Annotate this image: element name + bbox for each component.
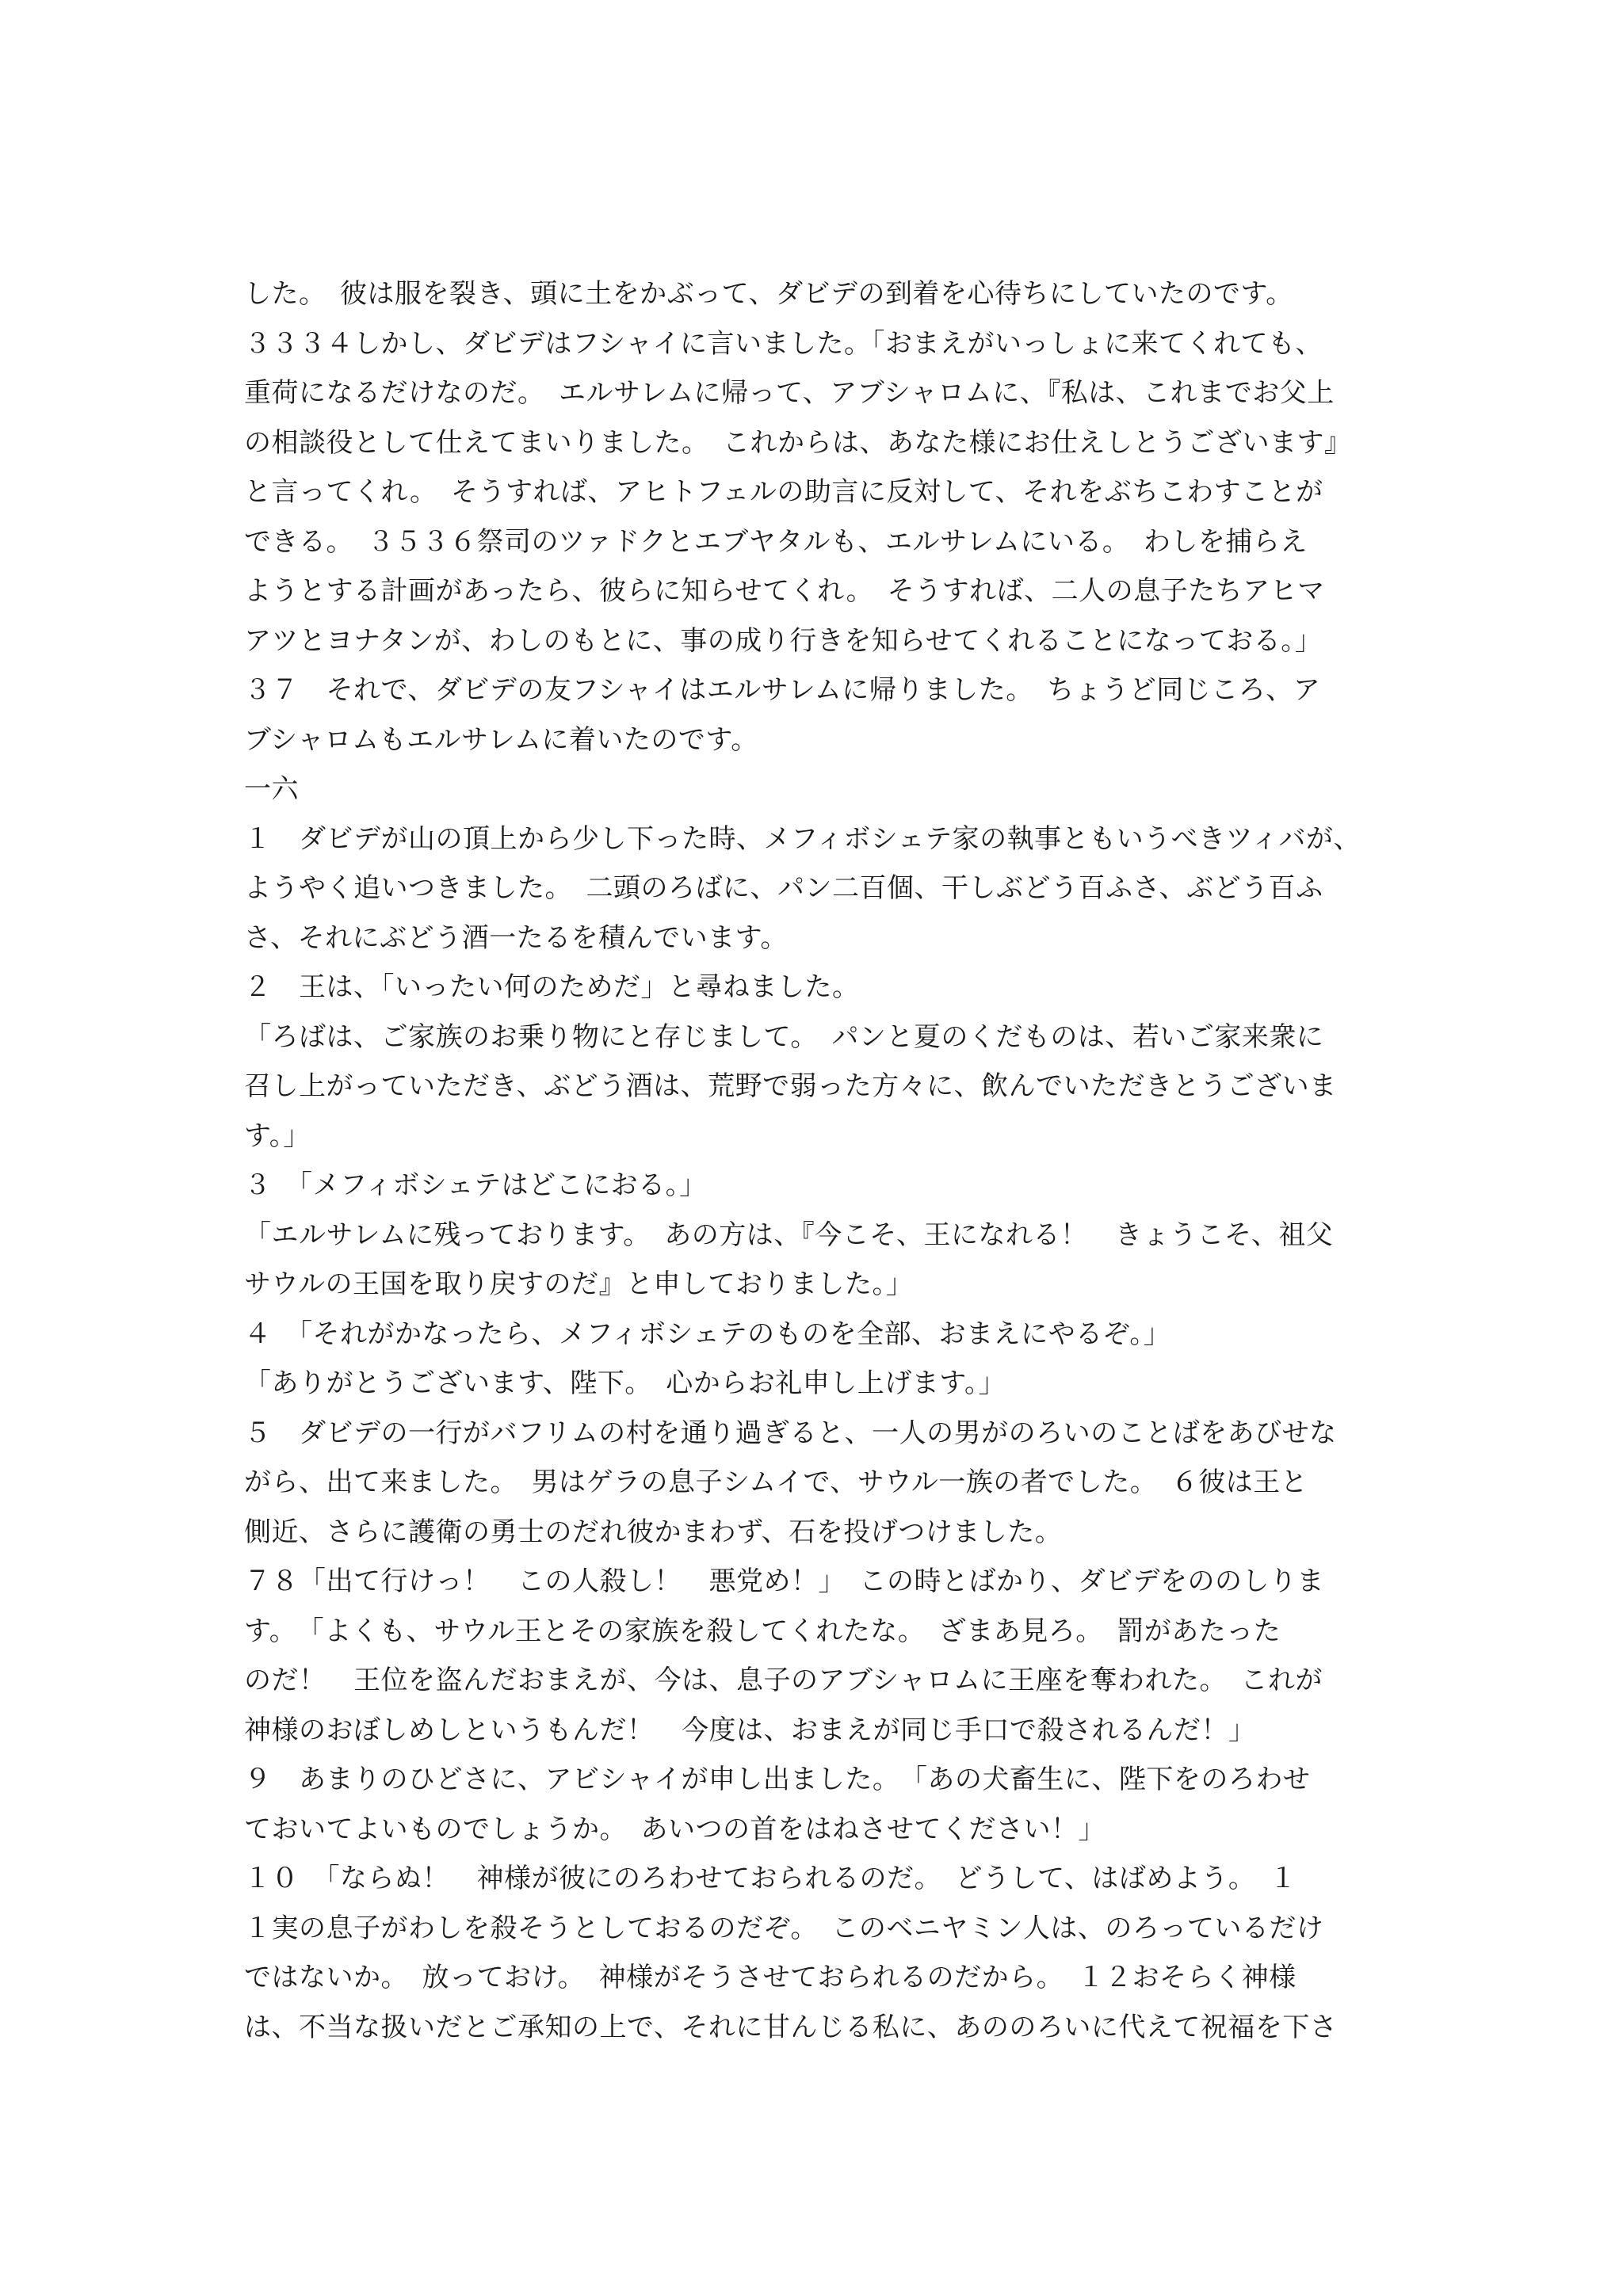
text-line: できる。 ３５３６祭司のツァドクとエブヤタルも、エルサレムにいる。 わしを捕らえ (244, 525, 1308, 558)
text-line: のだ！ 王位を盗んだおまえが、今は、息子のアブシャロムに王座を奪われた。 これが (244, 1665, 1323, 1696)
text-line: 「ろばは、ご家族のお乗り物にと存じまして。 パンと夏のくだものは、若いご家来衆に (244, 1020, 1324, 1053)
text-line: ３７ それで、ダビデの友フシャイはエルサレムに帰りました。 ちょうど同じころ、ア (244, 674, 1321, 706)
text-line: 神様のおぼしめしというもんだ！ 今度は、おまえが同じ手口で殺されるんだ！」 (244, 1714, 1256, 1746)
text-line: アツとヨナタンが、わしのもとに、事の成り行きを知らせてくれることになっておる。」 (244, 624, 1323, 657)
body-text (244, 269, 1385, 2052)
text-line: １実の息子がわしを殺そうとしておるのだぞ。 このベニヤミン人は、のろっているだけ (244, 1912, 1324, 1944)
text-line: ９ あまりのひどさに、アビシャイが申し出ました。 「あの犬畜生に、陛下をのろわせ (244, 1764, 1311, 1795)
text-line: １ ダビデが山の頂上から少し下った時、メフィボシェテ家の執事ともいうべきツィバが、 (244, 822, 1361, 855)
text-line: 重荷になるだけなのだ。 エルサレムに帰って、アブシャロムに、『私は、これまでお父上 (244, 377, 1335, 409)
text-line: は、不当な扱いだとご承知の上で、それに甘んじる私に、あののろいに代えて祝福を下さ (244, 2011, 1338, 2043)
text-line: と言ってくれ。 そうすれば、アヒトフェルの助言に反対して、それをぶちこわすことが (244, 476, 1323, 508)
text-line: サウルの王国を取り戻すのだ』と申しておりました。」 (244, 1268, 914, 1300)
text-line: ７８「出て行けっ！ この人殺し！ 悪党め！」 この時とばかり、ダビデをののしりま (244, 1566, 1324, 1597)
text-line: ５ ダビデの一行がバフリムの村を通り過ぎると、一人の男がのろいのことばをあびせな (244, 1417, 1337, 1449)
text-line: ３３３４しかし、ダビデはフシャイに言いました。「おまえがいっしょに来てくれても、 (244, 327, 1323, 360)
text-line: ４ 「それがかなったら、メフィボシェテのものを全部、おまえにやるぞ。」 (244, 1318, 1171, 1350)
text-line: ではないか。 放っておけ。 神様がそうさせておられるのだから。 １２おそらく神様 (244, 1962, 1296, 1993)
text-line: 側近、さらに護衛の勇士のだれ彼かまわず、石を投げつけました。 (244, 1516, 1063, 1548)
text-line: す。」 (244, 1119, 311, 1152)
text-line: １０ 「ならぬ！ 神様が彼にのろわせておられるのだ。 どうして、はばめよう。 １ (244, 1863, 1297, 1894)
text-line: ３ 「メフィボシェテはどこにおる。」 (244, 1169, 707, 1201)
text-line: ようやく追いつきました。 二頭のろばに、パン二百個、干しぶどう百ふさ、ぶどう百ふ (244, 872, 1323, 904)
text-line: 召し上がっていただき、ぶどう酒は、荒野で弱った方々に、飲んでいただきとうございま (244, 1070, 1337, 1102)
text-line: ておいてよいものでしょうか。 あいつの首をはねさせてください！」 (244, 1813, 1106, 1845)
text-line: す。 「よくも、サウル王とその家族を殺してくれたな。 ざまあ見ろ。 罰があたった (244, 1615, 1281, 1647)
chapter-heading: 一六 (244, 773, 299, 805)
text-line: 「ありがとうございます、陛下。 心からお礼申し上げます。」 (244, 1367, 1006, 1399)
text-line: ブシャロムもエルサレムに着いたのです。 (244, 723, 758, 756)
text-line: がら、出て来ました。 男はゲラの息子シムイで、サウル一族の者でした。 ６彼は王と (244, 1466, 1308, 1498)
text-line: した。 彼は服を裂き、頭に土をかぶって、ダビデの到着を心待ちにしていたのです。 (244, 278, 1293, 310)
text-line: ２ 王は、「いったい何のためだ」と尋ねました。 (244, 971, 860, 1003)
text-line: さ、それにぶどう酒一たるを積んでいます。 (244, 921, 788, 954)
text-line: 「エルサレムに残っております。 あの方は、『今こそ、王になれる！ きょうこそ、祖父 (244, 1219, 1334, 1251)
text-line: ようとする計画があったら、彼らに知らせてくれ。 そうすれば、二人の息子たちアヒマ (244, 575, 1325, 607)
text-line: の相談役として仕えてまいりました。 これからは、あなた様にお仕えしとうございます』 (244, 426, 1352, 459)
